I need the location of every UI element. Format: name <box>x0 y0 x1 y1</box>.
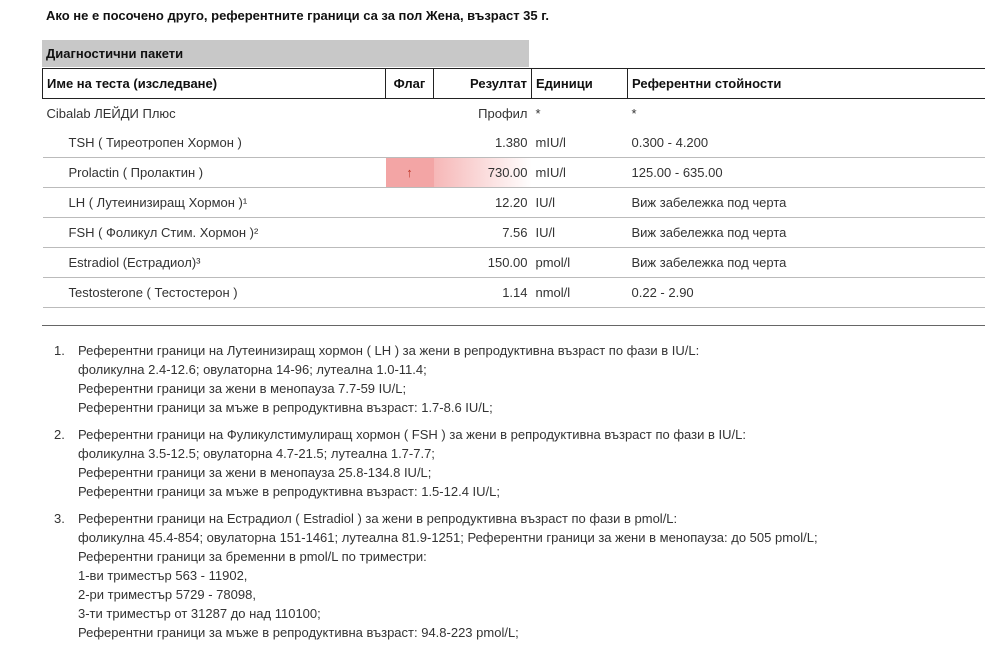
test-units: mIU/l <box>532 158 628 188</box>
header-name: Име на теста (изследване) <box>43 69 386 99</box>
package-flag <box>386 99 434 129</box>
test-units: nmol/l <box>532 278 628 308</box>
table-row <box>43 278 985 308</box>
footnote-line: фоликулна 3.5-12.5; овулаторна 4.7-21.5; лутеална 1.7-7.7; <box>78 446 435 461</box>
footnote-line: Референтни граници на Естрадиол ( Estradiol ) за жени в репродуктивна възраст по фази в pmol/L: <box>78 511 678 526</box>
footnote-line: Референтни граници за мъже в репродуктивна възраст: 1.7-8.6 IU/L; <box>78 400 493 415</box>
package-name: Cibalab ЛЕЙДИ Плюс <box>46 106 176 121</box>
section-title: Диагностични пакети <box>42 40 529 67</box>
footnote-line: Референтни граници за жени в менопауза 7.7-59 IU/L; <box>78 381 407 396</box>
footnotes <box>54 341 818 650</box>
header-reference: Референтни стойности <box>628 69 985 99</box>
test-flag <box>386 218 434 248</box>
test-name: Prolactin ( Пролактин ) <box>43 158 386 188</box>
footnote-number: 2. <box>54 427 65 442</box>
test-name: LH ( Лутеинизиращ Хормон )¹ <box>43 188 386 218</box>
footnote-line: 2-ри триместър 5729 - 78098, <box>78 587 256 602</box>
footnote-2 <box>54 425 818 501</box>
test-flag <box>386 188 434 218</box>
test-name: TSH ( Тиреотропен Хормон ) <box>43 128 386 158</box>
test-flag <box>386 248 434 278</box>
test-result: 12.20 <box>434 188 532 218</box>
test-flag <box>386 278 434 308</box>
table-row <box>43 128 985 158</box>
footnote-line: фоликулна 2.4-12.6; овулаторна 14-96; лутеална 1.0-11.4; <box>78 362 427 377</box>
footnote-1 <box>54 341 818 417</box>
header-flag: Флаг <box>386 69 434 99</box>
test-reference: Виж забележка под черта <box>628 188 985 218</box>
test-flag <box>386 128 434 158</box>
test-name: FSH ( Фоликул Стим. Хормон )² <box>43 218 386 248</box>
table-row <box>43 188 985 218</box>
results-table <box>42 68 985 308</box>
test-reference: 125.00 - 635.00 <box>628 158 985 188</box>
test-result: 1.380 <box>434 128 532 158</box>
footnote-line: 3-ти триместър от 31287 до над 110100; <box>78 606 321 621</box>
header-result: Резултат <box>434 69 532 99</box>
header-units: Единици <box>532 69 628 99</box>
table-row-flagged <box>43 158 985 188</box>
table-header-row <box>43 69 985 99</box>
footnote-line: 1-ви триместър 563 - 11902, <box>78 568 248 583</box>
footnote-line: Референтни граници на Фуликулстимулиращ хормон ( FSH ) за жени в репродуктивна възраст по фази в IU/L: <box>78 427 746 442</box>
footnote-line: Референтни граници за мъже в репродуктивна възраст: 94.8-223 pmol/L; <box>78 625 519 640</box>
test-name: Estradiol (Естрадиол)³ <box>43 248 386 278</box>
test-name: Testosterone ( Тестостерон ) <box>43 278 386 308</box>
table-row <box>43 218 985 248</box>
footnote-line: Референтни граници на Лутеинизиращ хормон ( LH ) за жени в репродуктивна възраст по фази в IU/L: <box>78 343 700 358</box>
footnote-number: 1. <box>54 343 65 358</box>
test-result: 730.00 <box>434 158 532 188</box>
footnote-divider <box>42 325 985 326</box>
package-row <box>43 99 985 129</box>
table-row <box>43 248 985 278</box>
footnote-3 <box>54 509 818 642</box>
test-units: mIU/l <box>532 128 628 158</box>
footnote-line: Референтни граници за бременни в pmol/L по триместри: <box>78 549 427 564</box>
package-result: Профил <box>478 106 528 121</box>
test-units: IU/l <box>532 188 628 218</box>
footnote-line: Референтни граници за мъже в репродуктивна възраст: 1.5-12.4 IU/L; <box>78 484 500 499</box>
test-result: 7.56 <box>434 218 532 248</box>
footnote-line: фоликулна 45.4-854; овулаторна 151-1461; лутеална 81.9-1251; Референтни граници за жени в менопауза: до 505 pmol/L; <box>78 530 818 545</box>
test-units: pmol/l <box>532 248 628 278</box>
footnote-number: 3. <box>54 511 65 526</box>
footnote-line: Референтни граници за жени в менопауза 25.8-134.8 IU/L; <box>78 465 432 480</box>
test-reference: 0.300 - 4.200 <box>628 128 985 158</box>
package-reference: * <box>631 106 637 121</box>
test-reference: 0.22 - 2.90 <box>628 278 985 308</box>
reference-intro: Ако не е посочено друго, референтните граници са за пол Жена, възраст 35 г. <box>46 8 549 23</box>
high-flag-icon: ↑ <box>386 158 434 188</box>
test-reference: Виж забележка под черта <box>628 218 985 248</box>
package-units: * <box>535 106 541 121</box>
test-units: IU/l <box>532 218 628 248</box>
test-result: 1.14 <box>434 278 532 308</box>
test-result: 150.00 <box>434 248 532 278</box>
test-reference: Виж забележка под черта <box>628 248 985 278</box>
